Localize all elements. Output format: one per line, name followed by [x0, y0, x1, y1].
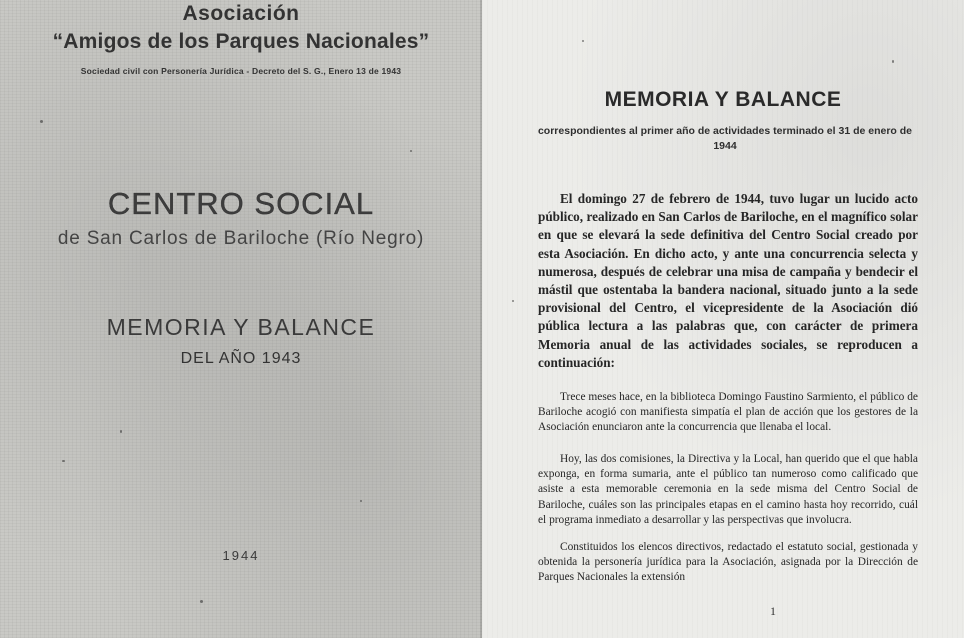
print-speck [360, 500, 362, 502]
page-subtitle: correspondientes al primer año de actividades terminado el 31 de enero de 1944 [537, 125, 913, 152]
association-name: “Amigos de los Parques Nacionales” [52, 30, 430, 53]
quote-paragraph-3: Constituidos los elencos directivos, redactado el estatuto social, gestionada y obtenida la personería jurídica para la Asociación, asignada por la Dirección de Parques Nacionales la extensión [538, 541, 918, 584]
cover-year-line: DEL AÑO 1943 [180, 350, 302, 367]
quote-paragraph-2: Hoy, las dos comisiones, la Directiva y la Local, han querido que el que habla exponga, en forma sumaria, ante el público tan numeroso como calificado que asiste a esta memorable ceremonia en la sede misma del Centro Social de Bariloche, cuáles son las principales etapas en el camino hasta hoy recorrido, cuál el programa inmediato a desarrollar y las perspectivas que involucra. [538, 453, 918, 526]
text-page [482, 0, 964, 638]
print-speck [40, 120, 43, 123]
print-speck [62, 460, 65, 462]
page-number: 1 [770, 604, 776, 618]
print-speck [582, 40, 584, 42]
centro-social-subtitle: de San Carlos de Bariloche (Río Negro) [57, 228, 425, 249]
page-title: MEMORIA Y BALANCE [604, 88, 842, 111]
print-speck [120, 430, 122, 433]
legal-registration-line: Sociedad civil con Personería Jurídica - Decreto del S. G., Enero 13 de 1943 [80, 66, 402, 76]
association-title: Asociación [182, 2, 300, 25]
print-speck [892, 60, 894, 63]
intro-paragraph: El domingo 27 de febrero de 1944, tuvo lugar un lucido acto público, realizado en San Carlos de Bariloche, en el magnífico solar en que se elevará la sede definitiva del Centro Social creado por esta Asociación. En dicho acto, y ante una concurrencia selecta y numerosa, después de celebrar una misa de campaña y bendecir el mástil que ostentaba la bandera nacional, situado junto a la sede provisional del Centro, el vicepresidente de la Asociación dió pública lectura a las palabras que, con carácter de primera Memoria anual de las actividades sociales, se reproducen a continuación: [538, 191, 918, 370]
quote-paragraph-1: Trece meses hace, en la biblioteca Domingo Faustino Sarmiento, el público de Bariloche acogió con manifiesta simpatía el plan de acción que los gestores de la Asociación enunciaron ante la concurrencia que llenaba el local. [538, 391, 918, 434]
print-speck [200, 600, 203, 603]
print-speck [512, 300, 514, 302]
centro-social-title: CENTRO SOCIAL [107, 186, 375, 221]
cover-memoria-title: MEMORIA Y BALANCE [106, 314, 376, 340]
publication-year: 1944 [222, 548, 260, 563]
print-speck [410, 150, 412, 152]
